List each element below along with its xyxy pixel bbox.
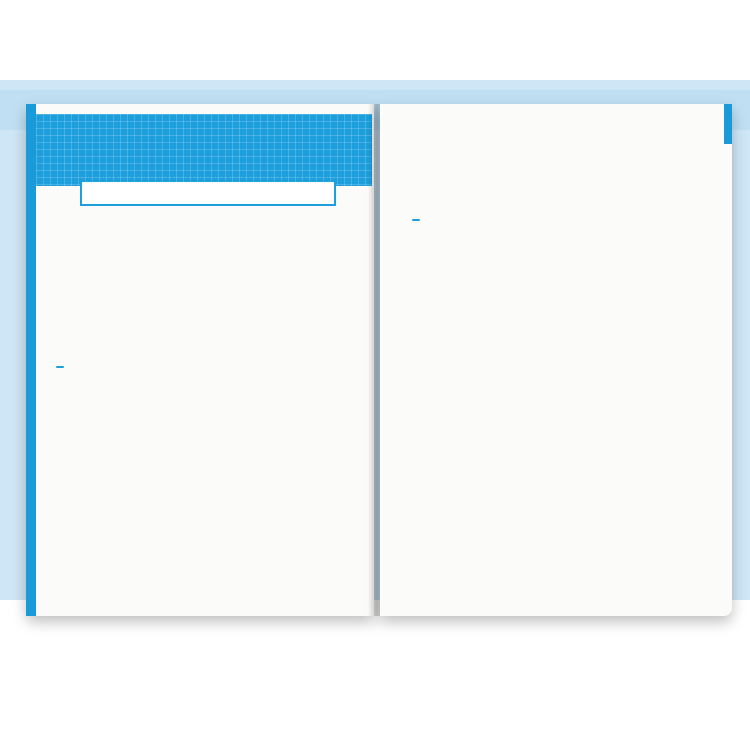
left-page bbox=[26, 104, 374, 616]
explain-label-right bbox=[412, 219, 420, 221]
explain-label-left bbox=[56, 366, 64, 368]
section-box bbox=[80, 182, 336, 206]
left-page-header bbox=[36, 114, 372, 186]
open-book bbox=[18, 104, 734, 624]
left-page-edge-bar bbox=[26, 104, 36, 616]
right-page bbox=[380, 104, 732, 616]
right-page-edge-bar bbox=[724, 104, 732, 144]
